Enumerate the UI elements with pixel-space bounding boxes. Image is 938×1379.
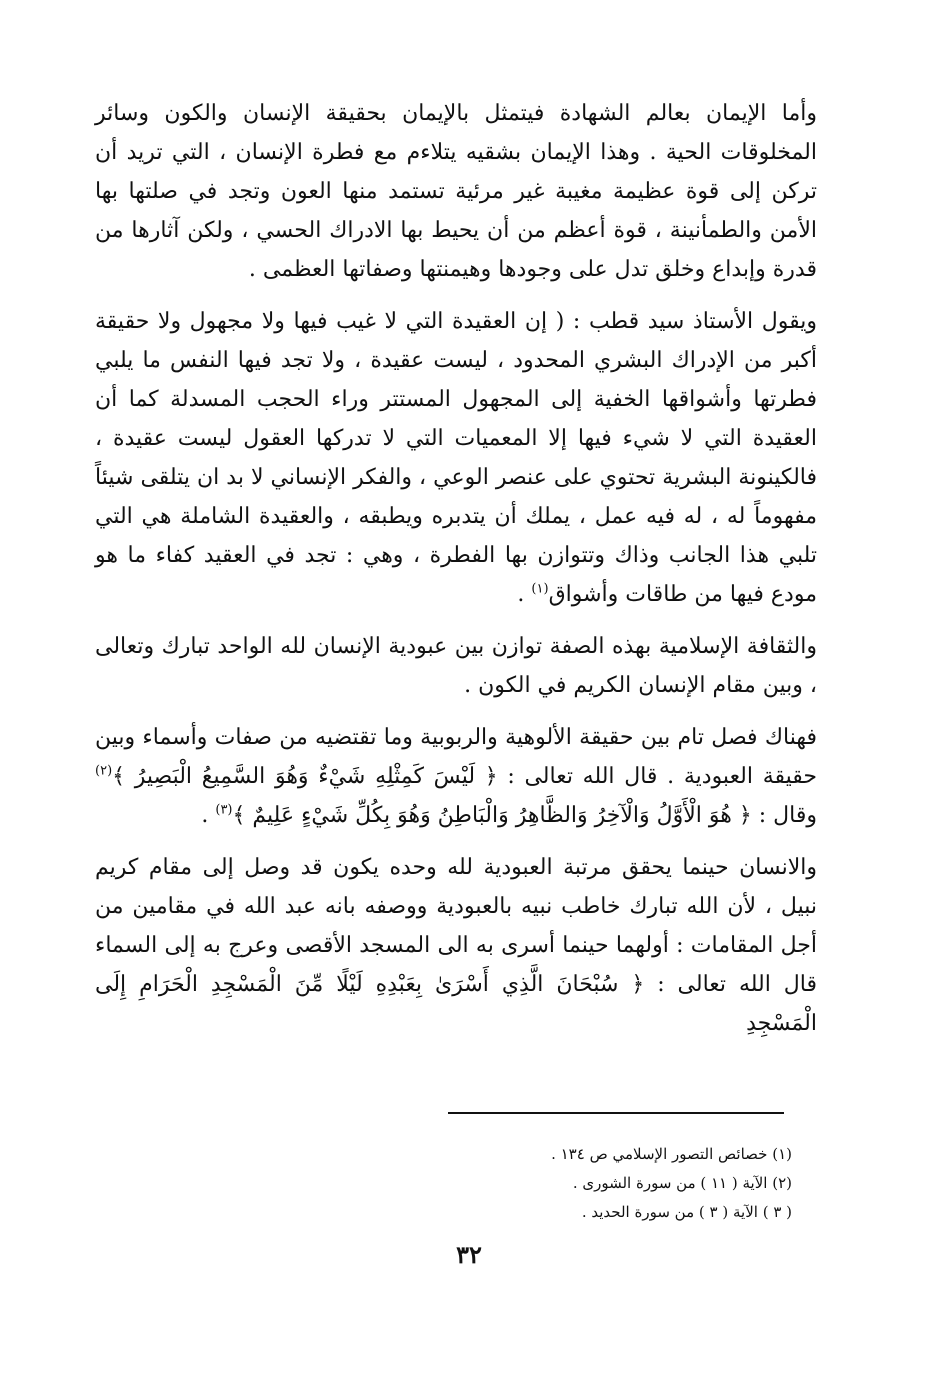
- paragraph-4-end: .: [201, 803, 216, 828]
- page-number: ٣٢: [456, 1240, 482, 1269]
- footnotes: [272, 1140, 792, 1227]
- page-body: [95, 94, 817, 1043]
- paragraph-1: وأما الإيمان بعالم الشهادة فيتمثل بالإيمان بحقيقة الإنسان والكون وسائر المخلوقات الحية . وهذا الإيمان بشقيه يتلاءم مع فطرة الإنسان ، التي تريد أن تركن إلى قوة عظيمة مغيبة غير مرئية تستمد منها العون وتجد في صلتها بها الأمن والطمأنينة ، قوة أعظم من أن يحيط بها الادراك الحسي ، ولكن آثارها من قدرة وإبداع وخلق تدل على وجودها وهيمنتها وصفاتها العظمى .: [95, 101, 817, 282]
- footnote-1: (١) خصائص التصور الإسلامي ص ١٣٤ .: [551, 1145, 792, 1163]
- footnote-2: (٢) الآية ( ١١ ) من سورة الشورى .: [572, 1174, 792, 1192]
- paragraph-2: [95, 302, 817, 614]
- paragraph-4-middle: وقال : ﴿ هُوَ الْأَوَّلُ وَالْآخِرُ وَالظَّاهِرُ وَالْبَاطِنُ وَهُوَ بِكُلِّ شَيْءٍ عَلِيمٌ ﴾: [232, 803, 817, 828]
- paragraph-5: والانسان حينما يحقق مرتبة العبودية لله وحده يكون قد وصل إلى مقام كريم نبيل ، لأن الله تبارك خاطب نبيه بالعبودية ووصفه بانه عبد الله في مقامين من أجل المقامات : أولهما حينما أسرى به الى المسجد الأقصى وعرج به إلى السماء قال الله تعالى : ﴿ سُبْحَانَ الَّذِي أَسْرَىٰ بِعَبْدِهِ لَيْلًا مِّنَ الْمَسْجِدِ الْحَرَامِ إِلَى الْمَسْجِدِ: [95, 855, 817, 1036]
- paragraph-2-text: ويقول الأستاذ سيد قطب : ( إن العقيدة التي لا غيب فيها ولا مجهول ولا حقيقة أكبر من الإدراك البشري المحدود ، ليست عقيدة ، ولا تجد فيها النفس ما يلبي فطرتها وأشواقها الخفية إلى المجهول المستتر وراء الحجب المسدلة كما أن العقيدة التي لا شيء فيها إلا المعميات التي لا تدركها العقول ليست عقيدة ، فالكينونة البشرية تحتوي على عنصر الوعي ، والفكر الإنساني لا بد ان يتلقى شيئاً مفهوماً له ، له فيه عمل ، يملك أن يتدبره ويطبقه ، والعقيدة الشاملة هي التي تلبي هذا الجانب وذاك وتتوازن بها الفطرة ، وهي : تجد في العقيد كفاء ما هو مودع فيها من طاقات وأشواق: [95, 309, 818, 607]
- footnote-ref-2: (٢): [95, 763, 113, 779]
- paragraph-4: [95, 718, 817, 835]
- paragraph-4-text: فهناك فصل تام بين حقيقة الألوهية والربوبية وما تقتضيه من صفات وأسماء وبين حقيقة العبودية . قال الله تعالى : ﴿ لَيْسَ كَمِثْلِهِ شَيْءٌ وَهُوَ السَّمِيعُ الْبَصِيرُ ﴾: [95, 725, 817, 789]
- footnote-3: ( ٣ ) الآية ( ٣ ) من سورة الحديد .: [581, 1203, 792, 1221]
- footnote-separator: [448, 1112, 784, 1114]
- footnote-ref-1: (١): [531, 581, 549, 597]
- footnote-ref-3: (٣): [215, 802, 233, 818]
- paragraph-3: والثقافة الإسلامية بهذه الصفة توازن بين عبودية الإنسان لله الواحد تبارك وتعالى ، وبين مقام الإنسان الكريم في الكون .: [95, 634, 817, 698]
- paragraph-2-end: .: [517, 582, 532, 607]
